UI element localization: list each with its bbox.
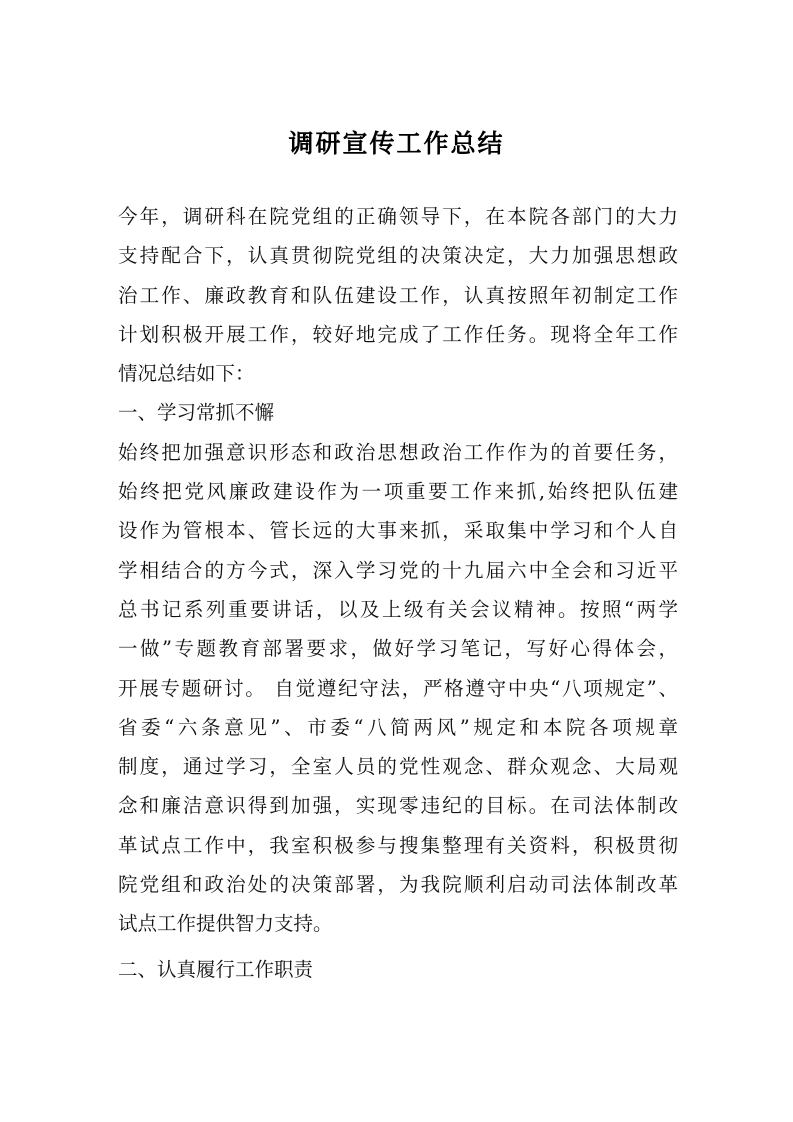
text-line: 始终把加强意识形态和政治思想政治工作作为的首要任务， [118,440,678,464]
text-line: 始终把党风廉政建设作为一项重要工作来抓,始终把队伍建 [118,480,678,504]
text-line: 省委“六条意见”、市委“八简两风”规定和本院各项规章 [118,715,678,739]
section1-paragraph [118,433,678,944]
document-title: 调研宣传工作总结 [288,129,505,158]
text-line: 念和廉洁意识得到加强，实现零违纪的目标。在司法体制改 [118,794,678,818]
text-line: 革试点工作中，我室积极参与搜集整理有关资料，积极贯彻 [118,833,678,857]
text-line: 情况总结如下： [118,362,255,386]
text-line: 支持配合下，认真贯彻院党组的决策决定，大力加强思想政 [118,244,678,268]
text-line: 计划积极开展工作，较好地完成了工作任务。现将全年工作 [118,322,678,346]
text-line: 开展专题研讨。 自觉遵纪守法，严格遵守中央“八项规定”、 [118,676,678,700]
section-heading-2: 二、认真履行工作职责 [118,957,314,981]
text-line: 试点工作提供智力支持。 [118,912,333,936]
text-line: 设作为管根本、管长远的大事来抓，采取集中学习和个人自 [118,519,678,543]
section-heading-1: 一、学习常抓不懈 [118,401,275,425]
text-line: 今年，调研科在院党组的正确领导下，在本院各部门的大力 [118,205,678,228]
text-line: 院党组和政治处的决策部署，为我院顺利启动司法体制改革 [118,873,678,897]
text-line: 一做”专题教育部署要求，做好学习笔记，写好心得体会， [118,637,678,661]
text-line: 制度，通过学习，全室人员的党性观念、群众观念、大局观 [118,755,678,779]
text-line: 治工作、廉政教育和队伍建设工作，认真按照年初制定工作 [118,283,678,307]
intro-paragraph [118,197,678,393]
document-body [118,197,678,989]
text-line: 总书记系列重要讲话，以及上级有关会议精神。按照“两学 [118,597,678,621]
text-line: 学相结合的方今式，深入学习党的十九届六中全会和习近平 [118,558,678,582]
